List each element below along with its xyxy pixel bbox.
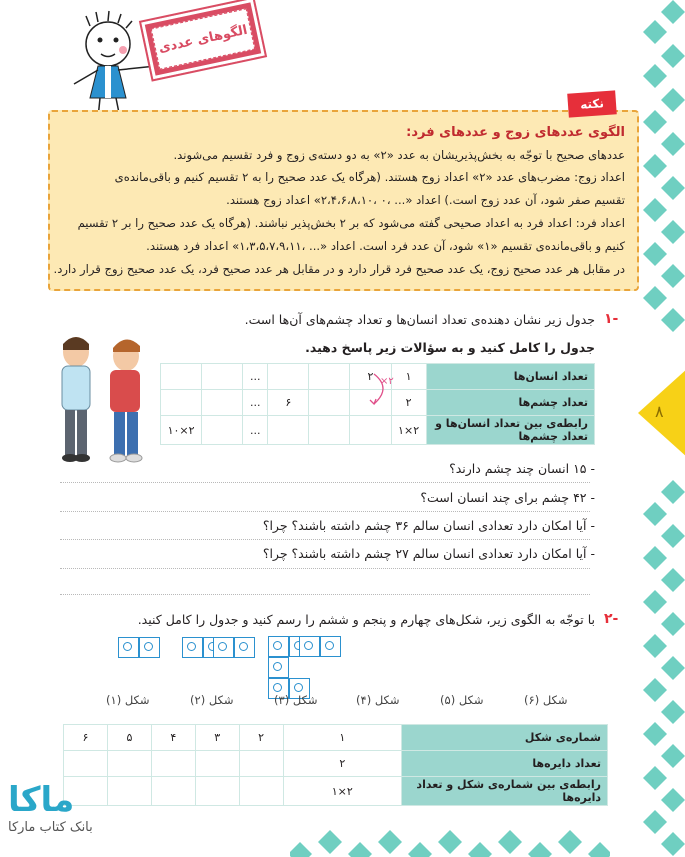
lesson-title: الگوهای عددی [157, 22, 249, 56]
table-cell [309, 390, 350, 416]
table-cell: ۲ [350, 364, 391, 390]
note-heading: الگوی عددهای زوج و عددهای فرد: [406, 125, 625, 140]
table-cell [107, 751, 151, 777]
sub-question: - آیا امکان دارد تعدادی انسان سالم ۲۷ چشم داشته باشند؟ چرا؟ [262, 546, 595, 561]
table-cell [268, 364, 309, 390]
table-cell [195, 777, 239, 806]
shape-figure-1 [118, 637, 162, 661]
sub-question: - ۴۲ چشم برای چند انسان است؟ [420, 490, 595, 505]
note-line: تقسیم صفر شود، آن عدد زوج است.) اعداد «... ،۰ ،۲،۴،۶،۸،۱۰» اعداد زوج هستند. [226, 193, 625, 207]
table-cell: ۳ [195, 725, 239, 751]
table-row [64, 751, 608, 777]
table-cell [202, 390, 243, 416]
multiply-label: ×۲ [380, 376, 394, 387]
table-cell [202, 364, 243, 390]
shapes-circles-table [63, 724, 608, 806]
table-cell: ... [243, 390, 268, 416]
table-cell: ۲ [391, 390, 426, 416]
shape-label: شکل (۴) [356, 693, 400, 707]
table-cell: ۶ [64, 725, 108, 751]
shape-label: شکل (۵) [440, 693, 484, 707]
row-header: رابطه‌ی بین تعداد انسان‌ها و تعداد چشم‌ها [426, 416, 594, 445]
table-cell: ... [243, 364, 268, 390]
table-cell [309, 416, 350, 445]
table-cell: ۱ [283, 725, 401, 751]
row-header: تعداد دایره‌ها [402, 751, 608, 777]
question-instruction: جدول را کامل کنید و به سؤالات زیر پاسخ دهید. [305, 340, 595, 355]
answer-line [60, 511, 590, 512]
table-cell [161, 364, 202, 390]
table-row [64, 725, 608, 751]
note-line: کنیم و باقی‌مانده‌ی تقسیم «۱» شود، آن عدد فرد است. اعداد «... ،۱،۳،۵،۷،۹،۱۱» اعداد فرد هستند. [146, 239, 625, 253]
table-cell [268, 416, 309, 445]
table-cell [161, 390, 202, 416]
table-cell [309, 364, 350, 390]
answer-line [60, 482, 590, 483]
logo-mark: ماکا [8, 780, 75, 820]
table-cell: ۲×۱ [283, 777, 401, 806]
table-cell [195, 751, 239, 777]
multiply-arrow [360, 368, 400, 410]
question-number: ۱- [604, 311, 619, 327]
shape-label: شکل (۲) [190, 693, 234, 707]
table-cell: ۵ [107, 725, 151, 751]
question-text: جدول زیر نشان دهنده‌ی تعداد انسان‌ها و تعداد چشم‌های آن‌ها است. [244, 312, 595, 327]
table-cell [151, 777, 195, 806]
note-line: اعداد زوج: مضرب‌های عدد «۲» اعداد زوج هستند. (هرگاه یک عدد صحیح را به ۲ تقسیم کنیم و باقی‌مانده‌ی [114, 170, 625, 184]
table-row [161, 416, 595, 445]
table-cell: ۱ [391, 364, 426, 390]
shape-figure-2 [182, 637, 266, 661]
answer-line [60, 568, 590, 569]
table-cell: ۲ [283, 751, 401, 777]
shape-label: شکل (۱) [106, 693, 150, 707]
note-line: عددهای صحیح با توجّه به بخش‌پذیریشان به عدد «۲» به دو دسته‌ی زوج و فرد تقسیم می‌شوند. [173, 148, 625, 162]
sub-question: - ۱۵ انسان چند چشم دارند؟ [449, 461, 595, 476]
question-number: ۲- [604, 611, 619, 627]
sub-question: - آیا امکان دارد تعدادی انسان سالم ۳۶ چشم داشته باشند؟ چرا؟ [262, 518, 595, 533]
logo [8, 780, 128, 850]
table-cell: ... [243, 416, 268, 445]
table-cell [239, 777, 283, 806]
row-header: تعداد انسان‌ها [426, 364, 594, 390]
table-cell [151, 751, 195, 777]
table-cell [239, 751, 283, 777]
table-cell: ۲×۱ [391, 416, 426, 445]
logo-caption: بانک کتاب مارکا [8, 820, 93, 835]
table-cell [350, 416, 391, 445]
note-line: در مقابل هر عدد صحیح زوج، یک عدد صحیح فرد قرار دارد و در مقابل هر عدد صحیح فرد، یک عدد صحیح زوج قرار دارد. [53, 262, 625, 276]
shape-label: شکل (۶) [524, 693, 568, 707]
table-cell: ۲×۱۰ [161, 416, 202, 445]
answer-line [60, 539, 590, 540]
table-cell [64, 751, 108, 777]
bottom-diamond-decoration [290, 820, 610, 857]
table-cell: ۴ [151, 725, 195, 751]
page-number: ۸ [655, 402, 664, 421]
note-badge: نکته [567, 90, 617, 117]
note-line: اعداد فرد: اعداد فرد به اعداد صحیحی گفته می‌شود که بر ۲ بخش‌پذیر نباشند. (هرگاه یک عدد صحیح را بر ۲ تقسیم [77, 216, 625, 230]
table-row [64, 777, 608, 806]
row-header: تعداد چشم‌ها [426, 390, 594, 416]
table-cell: ۲ [239, 725, 283, 751]
shape-figure-3 [268, 636, 328, 688]
row-header: شماره‌ی شکل [402, 725, 608, 751]
boys-illustration [46, 334, 156, 464]
answer-line [60, 594, 590, 595]
table-cell: ۶ [268, 390, 309, 416]
shape-label: شکل (۳) [274, 693, 318, 707]
row-header: رابطه‌ی بین شماره‌ی شکل و تعداد دایره‌ها [402, 777, 608, 806]
table-cell [202, 416, 243, 445]
question-text: با توجّه به الگوی زیر، شکل‌های چهارم و پنجم و ششم را رسم کنید و جدول را کامل کنید. [137, 612, 595, 627]
